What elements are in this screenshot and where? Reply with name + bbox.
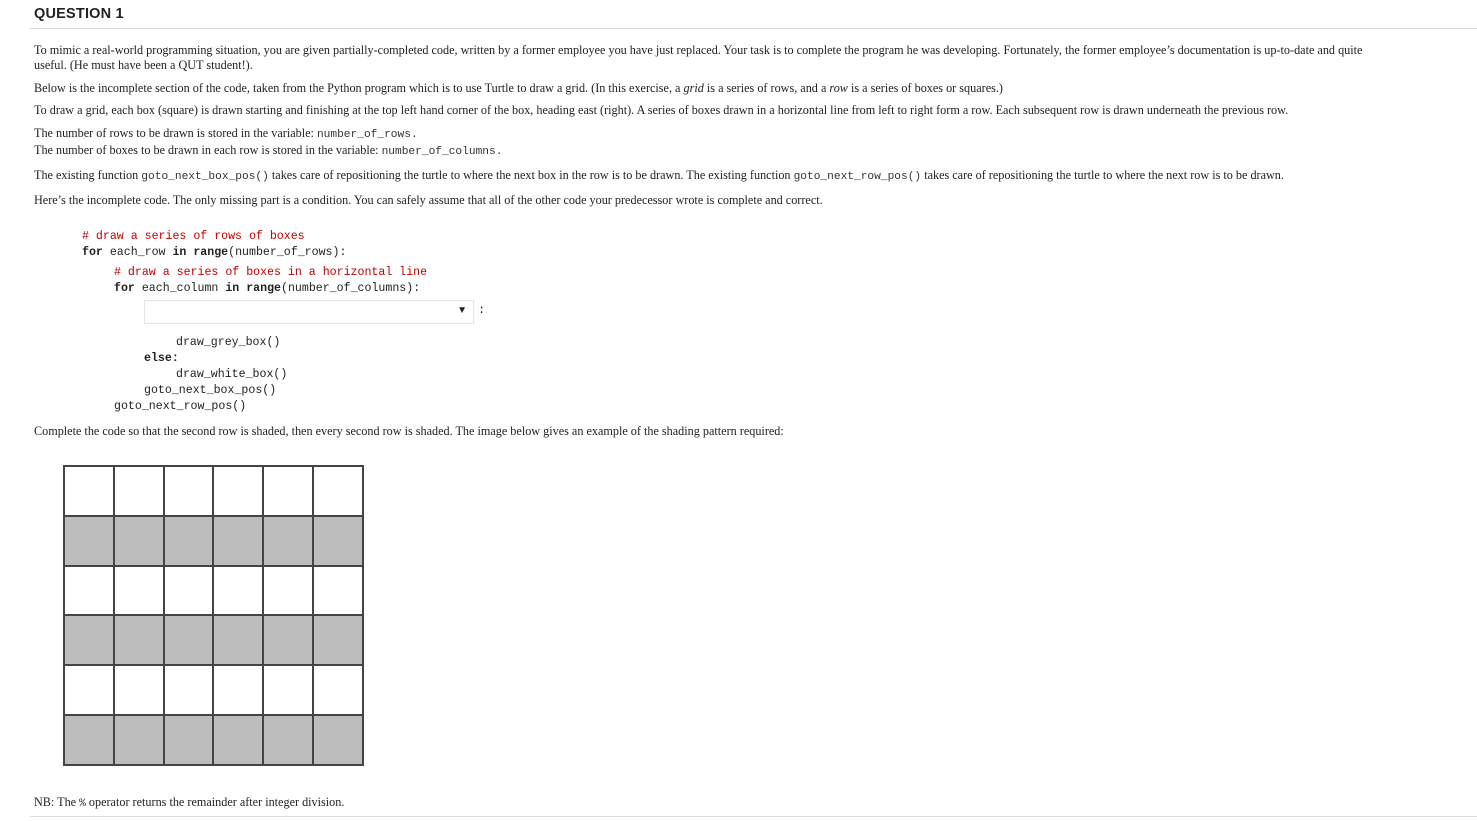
text-span: The existing function [34,167,142,182]
grid-cell-shaded [213,615,263,665]
variables-paragraph [34,126,1394,160]
nb-note [34,795,344,810]
grid-cell-shaded [313,516,363,566]
code-line: draw_grey_box() [176,336,281,349]
comment-text: # draw a series of rows of boxes [82,230,305,243]
grid-cell-white [313,665,363,715]
grid-cell-white [114,566,164,616]
text-span: is a series of rows, and a [703,80,830,95]
grid-cell-white [263,466,313,516]
grid-cell-white [164,466,214,516]
rows-variable: number_of_rows. [316,129,418,142]
grid-cell-white [64,665,114,715]
grid-cell-shaded [213,516,263,566]
grid-cell-shaded [114,615,164,665]
grid-cell-shaded [263,615,313,665]
condition-dropdown[interactable] [144,300,474,324]
grid-cell-shaded [213,715,263,765]
grid-cell-shaded [64,715,114,765]
row-term: row [829,80,848,95]
shading-pattern-grid [63,465,364,766]
grid-cell-shaded [164,615,214,665]
text-span: The number of rows to be drawn is stored in the variable: [34,126,317,141]
text-span: takes care of repositioning the turtle to where the next row is to be drawn. [921,167,1284,182]
grid-cell-white [313,466,363,516]
row-pos-function: goto_next_row_pos() [793,170,922,183]
keyword: in [172,246,187,259]
text-span: The number of boxes to be drawn in each row is stored in the variable: [34,142,382,157]
modulo-operator: % [79,798,86,810]
intro-paragraph: To mimic a real-world programming situation, you are given partially-completed code, written by a former employee you have just replaced. Your task is to complete the program he was developing. Fortunately, the former employee’s documentation is up-to-date and quite useful. (He must have been a QUT student!). [34,43,1363,72]
grid-cell-white [313,566,363,616]
text-span: is a series of boxes or squares.) [847,80,1003,95]
code-text: each_column [134,282,226,295]
text-span: operator returns the remainder after integer division. [85,795,345,809]
code-text: (number_of_columns): [281,282,421,295]
grid-cell-white [213,466,263,516]
code-text: (number_of_rows): [228,246,347,259]
title-divider [30,28,1477,29]
incomplete-section-paragraph [34,81,1394,96]
grid-cell-shaded [164,715,214,765]
grid-cell-shaded [114,715,164,765]
grid-cell-white [263,566,313,616]
code-line: goto_next_row_pos() [114,400,247,413]
grid-cell-shaded [164,516,214,566]
instruction-paragraph: Complete the code so that the second row is shaded, then every second row is shaded. The image below gives an example of the shading pattern required: [34,424,784,438]
incomplete-code-paragraph: Here’s the incomplete code. The only missing part is a condition. You can safely assume that all of the other code your predecessor wrote is complete and correct. [34,192,823,207]
grid-cell-shaded [263,516,313,566]
code-line: goto_next_box_pos() [144,384,277,397]
columns-variable: number_of_columns. [381,145,503,158]
grid-cell-shaded [64,615,114,665]
code-colon: : [478,303,486,317]
grid-cell-white [114,665,164,715]
keyword: for [114,282,135,295]
code-line [82,351,427,367]
keyword: range [246,282,282,295]
grid-cell-white [64,566,114,616]
chevron-down-icon[interactable]: ▼ [457,305,467,316]
keyword: for [82,246,103,259]
grid-term: grid [683,80,704,95]
comment-text: # draw a series of boxes in a horizontal line [114,266,428,279]
grid-cell-shaded [263,715,313,765]
grid-cell-white [263,665,313,715]
grid-cell-shaded [313,615,363,665]
grid-cell-white [164,665,214,715]
question-title: QUESTION 1 [34,6,124,22]
draw-grid-paragraph: To draw a grid, each box (square) is drawn starting and finishing at the top left hand corner of the box, heading east (right). A series of boxes drawn in a horizontal line from left to right form a row. Each subsequent row is drawn underneath the previous row. [34,103,1289,118]
code-line [82,245,427,261]
bottom-divider [30,816,1477,817]
keyword: in [225,282,240,295]
text-span: takes care of repositioning the turtle to where the next box in the row is to be drawn. The existing function [268,167,794,182]
grid-cell-shaded [114,516,164,566]
code-comment [82,229,427,245]
box-pos-function: goto_next_box_pos() [141,170,269,183]
grid-cell-shaded [64,516,114,566]
keyword: range [193,246,229,259]
grid-cell-white [213,566,263,616]
text-span: NB: The [34,795,80,809]
code-text: each_row [102,246,173,259]
code-comment [82,265,427,281]
question-body [34,43,1394,215]
grid-cell-white [213,665,263,715]
keyword: else: [144,352,179,365]
functions-paragraph [34,168,1394,185]
grid-cell-white [164,566,214,616]
code-line [82,281,427,297]
code-line: draw_white_box() [176,368,288,381]
grid-cell-white [64,466,114,516]
text-span: Below is the incomplete section of the code, taken from the Python program which is to use Turtle to draw a grid. (In this exercise, a [34,80,684,95]
grid-cell-white [114,466,164,516]
grid-cell-shaded [313,715,363,765]
